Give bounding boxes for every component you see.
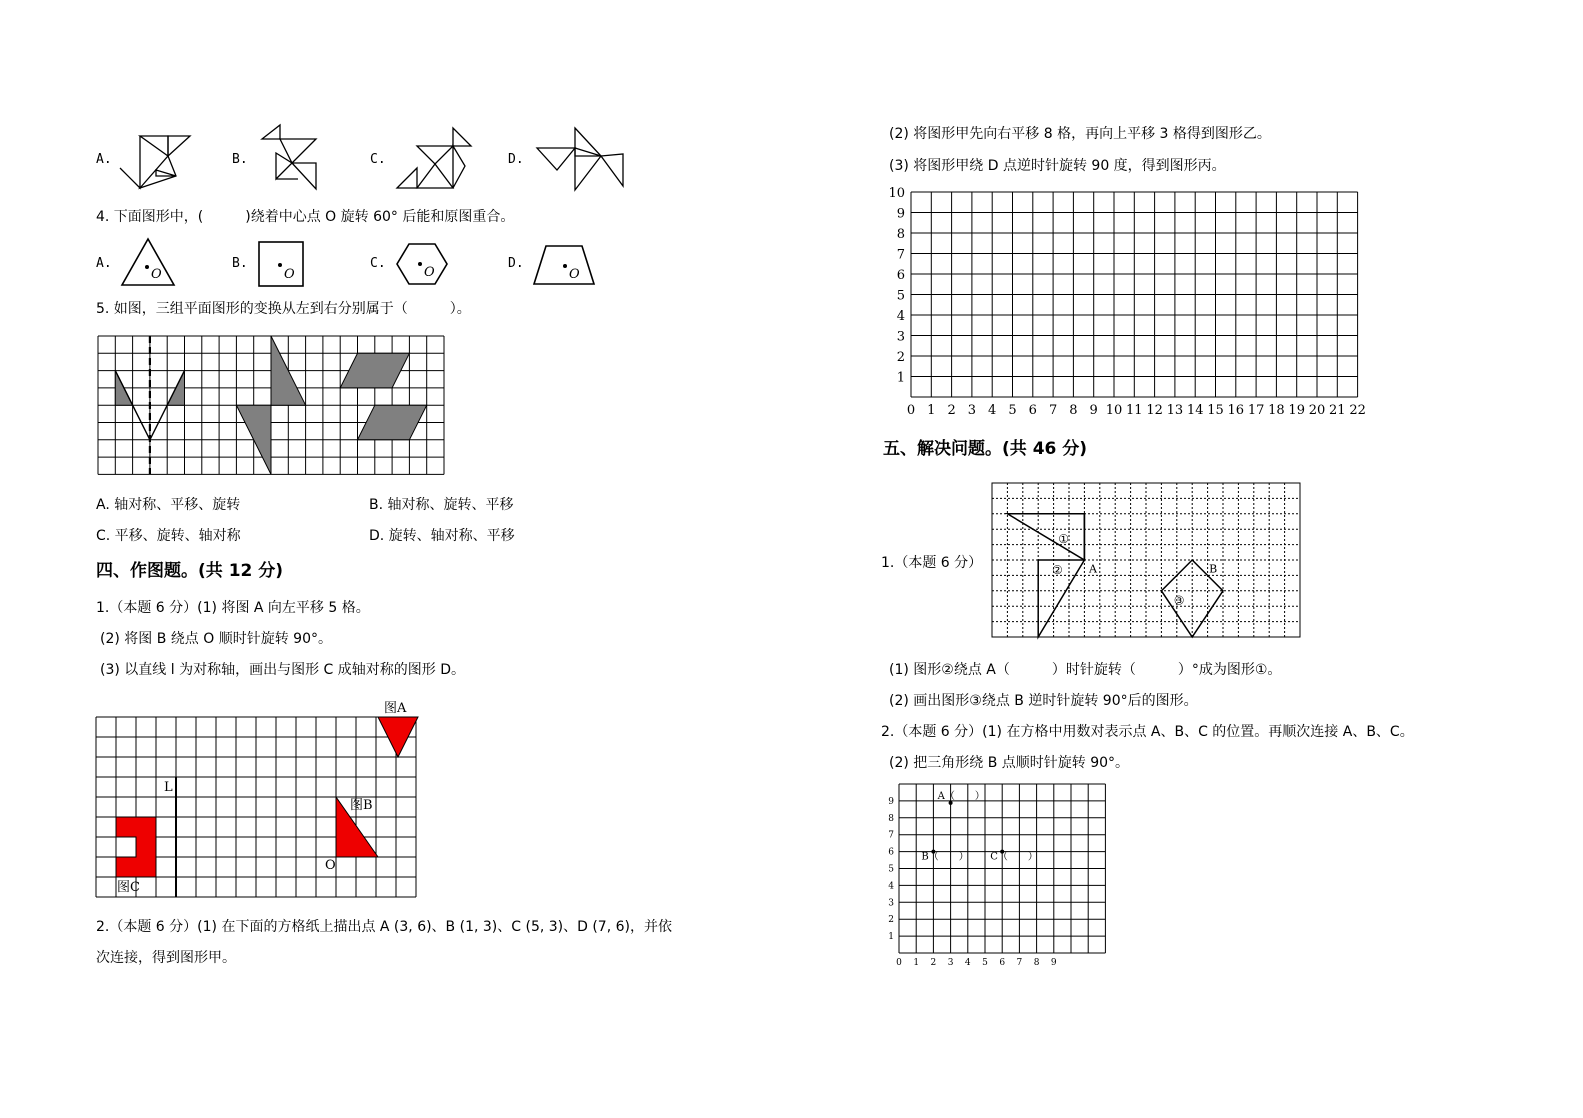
q5-choice-b: B. 轴对称、旋转、平移 (369, 497, 514, 513)
q4-center-label-a: O (151, 267, 162, 282)
y-axis-label: 10 (888, 186, 905, 201)
x-axis-label: 21 (1329, 403, 1346, 418)
s4-q1-line1: 1.（本题 6 分）(1) 将图 A 向左平移 5 格。 (96, 600, 370, 616)
x-axis-label: 16 (1227, 403, 1245, 418)
q4-square (258, 241, 306, 289)
s5-rotation-grid (991, 482, 1303, 642)
s4-q2-line1: 2.（本题 6 分）(1) 在下面的方格纸上描出点 A (3, 6)、B (1, 3)、C (5, 3)、D (7, 6)，并依 (96, 919, 672, 935)
q4-center-label-b: O (284, 267, 295, 282)
x-axis-label: 9 (1050, 958, 1057, 968)
x-axis-label: 15 (1207, 403, 1224, 418)
x-axis-label: 14 (1186, 403, 1204, 418)
q3-option-d-label: D. (508, 152, 524, 167)
q3-option-b-label: B. (232, 152, 248, 167)
x-axis-label: 4 (988, 403, 997, 418)
y-axis-label: 3 (888, 898, 894, 909)
s4-q2-line2: 次连接，得到图形甲。 (96, 950, 236, 966)
y-axis-label: 2 (888, 915, 894, 926)
figure-a-label: 图A (384, 701, 407, 716)
q5-choice-c: C. 平移、旋转、轴对称 (96, 528, 241, 544)
s4-q1-line2: (2) 将图 B 绕点 O 顺时针旋转 90°。 (100, 631, 332, 647)
x-axis-label: 4 (964, 958, 971, 968)
x-axis-label: 18 (1268, 403, 1285, 418)
y-axis-label: 5 (896, 288, 905, 304)
y-axis-label: 4 (896, 309, 905, 324)
figure-1-label: ① (1058, 532, 1069, 547)
y-axis-label: 6 (896, 268, 905, 283)
q4-hexagon (395, 242, 451, 288)
shape-parallelogram-bottom (358, 405, 427, 440)
y-axis-label: 8 (888, 813, 894, 824)
y-axis-label: 5 (888, 864, 894, 875)
q4-option-b-label: B. (232, 256, 248, 271)
s5-q1-sub1: (1) 图形②绕点 A（ ）时针旋转（ ）°成为图形①。 (889, 662, 1282, 678)
s5-q1-label: 1.（本题 6 分） (881, 555, 983, 571)
x-axis-label: 9 (1089, 403, 1098, 418)
r-q2-line2: (2) 将图形甲先向右平移 8 格，再向上平移 3 格得到图形乙。 (889, 126, 1271, 142)
q4-option-d-label: D. (508, 256, 524, 271)
s5-q2-line1: 2.（本题 6 分）(1) 在方格中用数对表示点 A、B、C 的位置。再顺次连接 A、B、C。 (881, 724, 1414, 740)
x-axis-label: 3 (967, 403, 977, 418)
point-c-label: C（ ） (990, 851, 1038, 863)
y-axis-label: 9 (896, 206, 905, 222)
figure-b-label: 图B (350, 798, 373, 813)
x-axis-label: 6 (999, 958, 1006, 968)
x-axis-label: 5 (1008, 403, 1017, 418)
x-axis-label: 17 (1247, 403, 1265, 418)
x-axis-label: 2 (947, 403, 956, 418)
q3-option-a-label: A. (96, 152, 112, 167)
section-4-title: 四、作图题。(共 12 分) (96, 561, 284, 581)
q5-text: 5. 如图，三组平面图形的变换从左到右分别属于（ ）。 (96, 301, 471, 317)
q4-text: 4. 下面图形中，( )绕着中心点 O 旋转 60° 后能和原图重合。 (96, 209, 515, 225)
x-axis-label: 1 (913, 958, 920, 968)
y-axis-label: 7 (896, 247, 905, 263)
x-axis-label: 19 (1288, 403, 1305, 418)
s5-q1-sub2: (2) 画出图形③绕点 B 逆时针旋转 90°后的图形。 (889, 693, 1198, 709)
section-5-title: 五、解决问题。(共 46 分) (883, 439, 1088, 459)
y-axis-label: 1 (896, 370, 905, 386)
x-axis-label: 20 (1308, 403, 1326, 418)
q5-transform-grid (97, 335, 447, 478)
x-axis-label: 1 (927, 403, 936, 418)
shape-parallelogram-top (340, 353, 409, 388)
q4-option-a-label: A. (96, 256, 112, 271)
y-axis-label: 8 (896, 227, 905, 242)
figure-c (116, 817, 156, 877)
y-axis-label: 7 (888, 830, 894, 841)
q4-trapezoid (532, 244, 598, 288)
x-axis-label: 0 (906, 403, 916, 418)
figure-3-label: ③ (1173, 593, 1185, 608)
x-axis-label: 22 (1349, 403, 1366, 418)
x-axis-label: 2 (930, 958, 937, 968)
q3-option-c-label: C. (370, 152, 386, 167)
x-axis-label: 3 (947, 958, 954, 968)
figure-2-label: ② (1052, 562, 1063, 577)
s4-drawing-grid (96, 697, 420, 897)
point-a-label: A（ ） (937, 790, 985, 802)
x-axis-label: 5 (982, 958, 988, 968)
y-axis-label: 6 (888, 847, 894, 858)
q4-triangle (120, 237, 178, 289)
q3-figure-d (535, 126, 627, 194)
q3-figure-b (258, 123, 323, 195)
x-axis-label: 7 (1048, 403, 1058, 418)
q4-option-c-label: C. (370, 256, 386, 271)
q5-choice-a: A. 轴对称、平移、旋转 (96, 497, 241, 513)
y-axis-label: 3 (896, 329, 905, 345)
s5-q2-line2: (2) 把三角形绕 B 点顺时针旋转 90°。 (889, 755, 1130, 771)
q4-center-label-d: O (569, 267, 580, 282)
coordinate-grid-large (885, 185, 1365, 420)
point-b-label: B (1209, 562, 1218, 576)
q3-figure-a (118, 130, 193, 192)
x-axis-label: 13 (1166, 403, 1184, 418)
x-axis-label: 12 (1146, 403, 1163, 418)
r-q2-line3: (3) 将图形甲绕 D 点逆时针旋转 90 度，得到图形丙。 (889, 158, 1226, 174)
y-axis-label: 2 (896, 350, 905, 365)
figure-1 (1007, 514, 1084, 560)
q3-figure-c (395, 126, 475, 192)
q4-center-label-c: O (424, 265, 435, 280)
x-axis-label: 10 (1105, 403, 1123, 418)
coordinate-grid-small (885, 783, 1110, 971)
x-axis-label: 8 (1069, 403, 1078, 418)
x-axis-label: 0 (896, 958, 902, 968)
point-b-label: B（ ） (921, 851, 969, 863)
point-o-label: O (325, 858, 336, 873)
y-axis-label: 1 (888, 932, 894, 943)
x-axis-label: 8 (1033, 958, 1040, 968)
x-axis-label: 11 (1126, 403, 1143, 418)
point-a-label: A (1089, 562, 1097, 576)
line-l-label: L (164, 780, 173, 795)
x-axis-label: 6 (1028, 403, 1037, 418)
s4-q1-line3: (3) 以直线 l 为对称轴，画出与图形 C 成轴对称的图形 D。 (100, 662, 465, 678)
figure-c-label: 图C (117, 880, 140, 895)
q5-choice-d: D. 旋转、轴对称、平移 (369, 528, 515, 544)
y-axis-label: 4 (888, 881, 894, 892)
x-axis-label: 7 (1016, 958, 1023, 968)
y-axis-label: 9 (888, 796, 894, 807)
